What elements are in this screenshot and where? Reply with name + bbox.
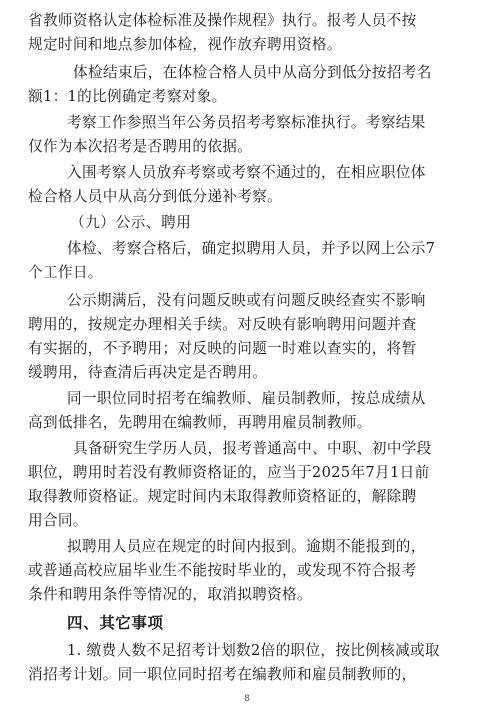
body-text-line: 或普通高校应届毕业生不能按时毕业的，或发现不符合报考 [28, 562, 417, 579]
page-number: 8 [244, 694, 250, 704]
body-text-line: 拟聘用人员应在规定的时间内报到。逾期不能报到的， [67, 538, 426, 555]
body-text-line: 同一职位同时招考在编教师、雇员制教师，按总成绩从 [67, 390, 426, 407]
body-text-line: 公示期满后，没有问题反映或有问题反映经查实不影响 [67, 292, 426, 309]
body-text-line: 有实据的，不予聘用；对反映的问题一时难以查实的，将暂 [28, 340, 417, 357]
body-text-line: 取得教师资格证。规定时间内未取得教师资格证的，解除聘 [28, 488, 417, 505]
body-text-line: 规定时间和地点参加体检，视作放弃聘用资格。 [28, 36, 342, 53]
body-text-line: 职位，聘用时若没有教师资格证的，应当于2025年7月1日前 [28, 464, 430, 481]
body-text-line: 消招考计划。同一职位同时招考在编教师和雇员制教师的， [28, 666, 417, 683]
body-text-line: 考察工作参照当年公务员招考考察标准执行。考察结果 [67, 114, 426, 131]
body-text-line: 仅作为本次招考是否聘用的依据。 [28, 138, 253, 155]
body-text-line: 额1：1的比例确定考察对象。 [28, 88, 227, 105]
body-text-line: 1. 缴费人数不足招考计划数2倍的职位，按比例核减或取 [67, 642, 440, 659]
body-text-line: 省教师资格认定体检标准及操作规程》执行。报考人员不按 [28, 12, 417, 29]
body-text-line: 检合格人员中从高分到低分递补考察。 [28, 188, 283, 205]
body-text-line: 个工作日。 [28, 264, 103, 281]
body-text-line: 体检结束后，在体检合格人员中从高分到低分按招考名 [73, 64, 432, 81]
body-text-line: 具备研究生学历人员，报考普通高中、中职、初中学段 [73, 440, 432, 457]
body-text-line: 缓聘用，待查清后再决定是否聘用。 [28, 364, 268, 381]
body-text-line: 入围考察人员放弃考察或考察不通过的，在相应职位体 [67, 164, 426, 181]
body-text-line: 高到低排名，先聘用在编教师，再聘用雇员制教师。 [28, 414, 372, 431]
body-text-line: 用合同。 [28, 512, 88, 529]
body-text-line: 聘用的，按规定办理相关手续。对反映有影响聘用问题并查 [28, 316, 417, 333]
section-heading: 四、其它事项 [67, 614, 164, 632]
section-subheading: （九）公示、聘用 [70, 214, 192, 231]
body-text-line: 条件和聘用条件等情况的，取消拟聘资格。 [28, 586, 312, 603]
body-text-line: 体检、考察合格后，确定拟聘用人员，并予以网上公示7 [67, 240, 436, 257]
